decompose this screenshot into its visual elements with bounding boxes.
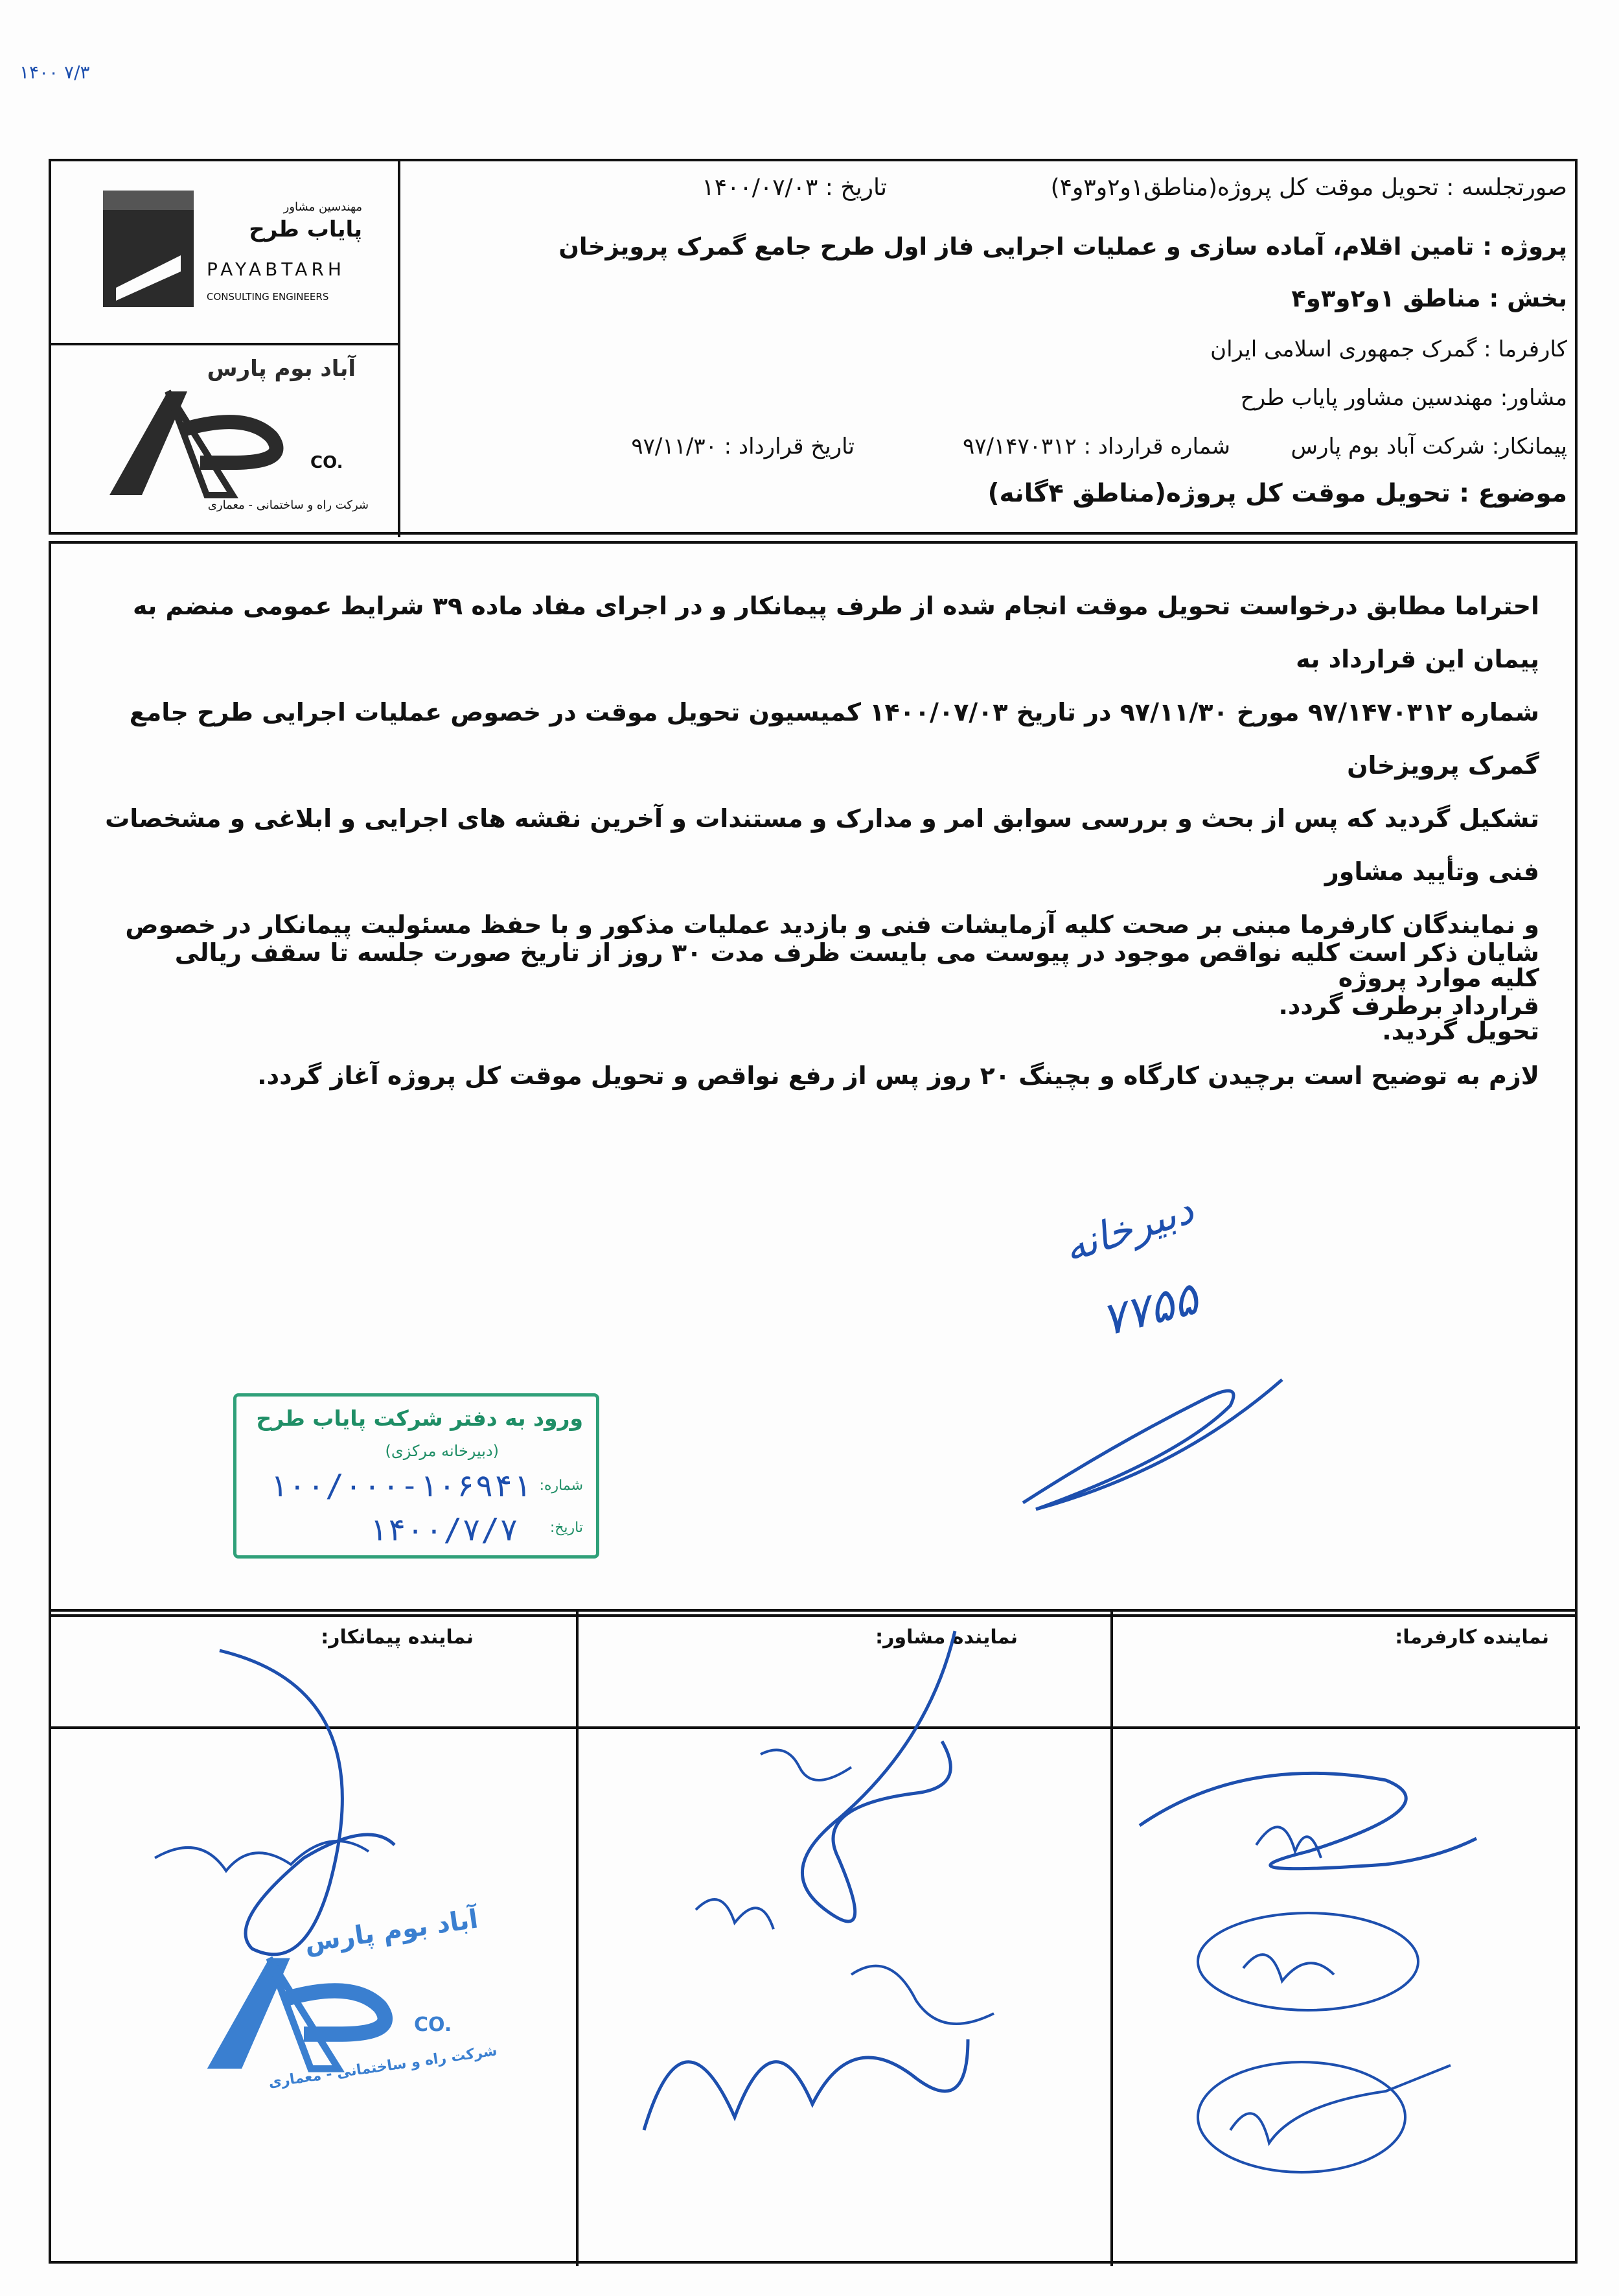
payabtarh-fa-main: پایاب طرح xyxy=(249,216,362,242)
stamp-number-value: ۱۰۰/۰۰۰-۱۰۶۹۴۱ xyxy=(269,1468,531,1504)
signature-box xyxy=(49,1609,1578,2264)
document-title: صورتجلسه : تحویل موقت کل پروژه(مناطق۱و۲و۳و۴) xyxy=(1050,174,1567,201)
contract-number: شماره قرارداد : ۹۷/۱۴۷۰۳۱۲ xyxy=(962,434,1230,459)
handwritten-note-line2: ۷۷۵۵ xyxy=(1096,1271,1204,1347)
header-text xyxy=(414,161,1567,537)
stamp-subtitle: (دبیرخانه مرکزی) xyxy=(385,1442,499,1460)
abadboom-fa-sub: شرکت راه و ساختمانی - معماری xyxy=(207,498,369,512)
payabtarh-fa-top: مهندسین مشاور xyxy=(283,200,362,214)
project-line: پروژه : تامین اقلام، آماده سازی و عملیات اجرایی فاز اول طرح جامع گمرک پرویزخان xyxy=(558,233,1567,261)
document-date: تاریخ : ۱۴۰۰/۰۷/۰۳ xyxy=(702,174,887,201)
employer-rep-label: نماینده کارفرما: xyxy=(1395,1626,1549,1649)
employer-signatures xyxy=(1114,1728,1580,2260)
contractor-stamp-sub: شرکت راه و ساختمانی - معماری xyxy=(268,2043,499,2091)
employer-line: کارفرما : گمرک جمهوری اسلامی ایران xyxy=(1210,336,1567,362)
contractor-stamp-name: آباد بوم پارس xyxy=(303,1904,480,1958)
payabtarh-en-sub: CONSULTING ENGINEERS xyxy=(207,291,329,303)
corner-handwritten-note: ۱۴۰۰ ۷/۳ xyxy=(19,62,90,83)
consultant-line: مشاور: مهندسین مشاور پایاب طرح xyxy=(1240,385,1567,411)
stamp-date-value: ۱۴۰۰/۷/۷ xyxy=(368,1512,518,1548)
receipt-stamp xyxy=(233,1393,599,1559)
paragraph-1-line: شماره ۹۷/۱۴۷۰۳۱۲ مورخ ۹۷/۱۱/۳۰ در تاریخ ۱۴۰۰/۰۷/۰۳ کمیسیون تحویل موقت در خصوص عملیات اجرایی طرح جامع گمرک پرویزخان xyxy=(129,698,1539,780)
stamp-date-label: تاریخ: xyxy=(549,1520,583,1536)
contractor-line: پیمانکار: شرکت آباد بوم پارس xyxy=(1291,434,1567,459)
subject-line: موضوع : تحویل موقت کل پروژه(مناطق ۴گانه) xyxy=(987,479,1567,508)
consultant-signatures xyxy=(579,1612,1110,2143)
logo-separator xyxy=(51,343,398,345)
handwritten-flourish xyxy=(984,1185,1321,1522)
header-box xyxy=(49,159,1578,535)
contractor-stamp-logo-icon xyxy=(200,1949,408,2078)
payabtarh-logo-icon xyxy=(103,191,194,307)
abadboom-logo-icon xyxy=(103,385,297,502)
payabtarh-logo xyxy=(103,187,375,330)
stamp-title: ورود به دفتر شرکت پایاب طرح xyxy=(256,1406,583,1431)
abadboom-fa-main: آباد بوم پارس xyxy=(207,356,356,382)
header-divider xyxy=(398,161,400,537)
contractor-rep-label: نماینده پیمانکار: xyxy=(321,1626,474,1649)
signature-col-separator xyxy=(576,1612,579,2266)
payabtarh-en-main: PAYABTARH xyxy=(207,259,345,280)
handwritten-note xyxy=(984,1185,1321,1522)
contract-date: تاریخ قرارداد : ۹۷/۱۱/۳۰ xyxy=(631,434,855,459)
paragraph-2: شایان ذکر است کلیه نواقص موجود در پیوست می بایست ظرف مدت ۳۰ روز از تاریخ صورت جلسه تا سقف ریالی قرارداد برطرف گردد. xyxy=(174,938,1539,1020)
contractor-company-stamp xyxy=(200,1904,505,2111)
contractor-stamp-co: CO. xyxy=(414,2013,452,2036)
paragraph-1-line: و نمایندگان کارفرما مبنی بر صحت کلیه آزمایشات فنی و بازدید عملیات مذکور و با حفظ مسئولیت پیمانکار در خصوص کلیه موارد پروژه xyxy=(125,910,1539,992)
consultant-rep-label: نماینده مشاور: xyxy=(875,1626,1018,1649)
section-line: بخش : مناطق ۱و۲و۳و۴ xyxy=(1291,284,1567,312)
signature-col-separator xyxy=(1110,1612,1113,2266)
paragraph-1-line: تشکیل گردید که پس از بحث و بررسی سوابق امر و مدارک و مستندات و آخرین نقشه های اجرایی و ابلاغی و مشخصات فنی وتأیید مشاور xyxy=(105,804,1539,886)
handwritten-note-line1: دبیرخانه xyxy=(1057,1185,1199,1271)
abadboom-logo xyxy=(97,356,382,524)
paragraph-1-line: تحویل گردید. xyxy=(1382,1017,1539,1045)
paragraph-1-line: احتراما مطابق درخواست تحویل موقت انجام شده از طرف پیمانکار و در اجرای مفاد ماده ۳۹ شرایط عمومی منضم به پیمان این قرارداد به xyxy=(133,592,1539,673)
stamp-number-label: شماره: xyxy=(539,1478,583,1494)
paragraph-3: لازم به توضیح است برچیدن کارگاه و بچینگ ۲۰ روز پس از رفع نواقص و تحویل موقت کل پروژه آغاز گردد. xyxy=(257,1061,1539,1090)
abadboom-co: CO. xyxy=(310,453,343,472)
